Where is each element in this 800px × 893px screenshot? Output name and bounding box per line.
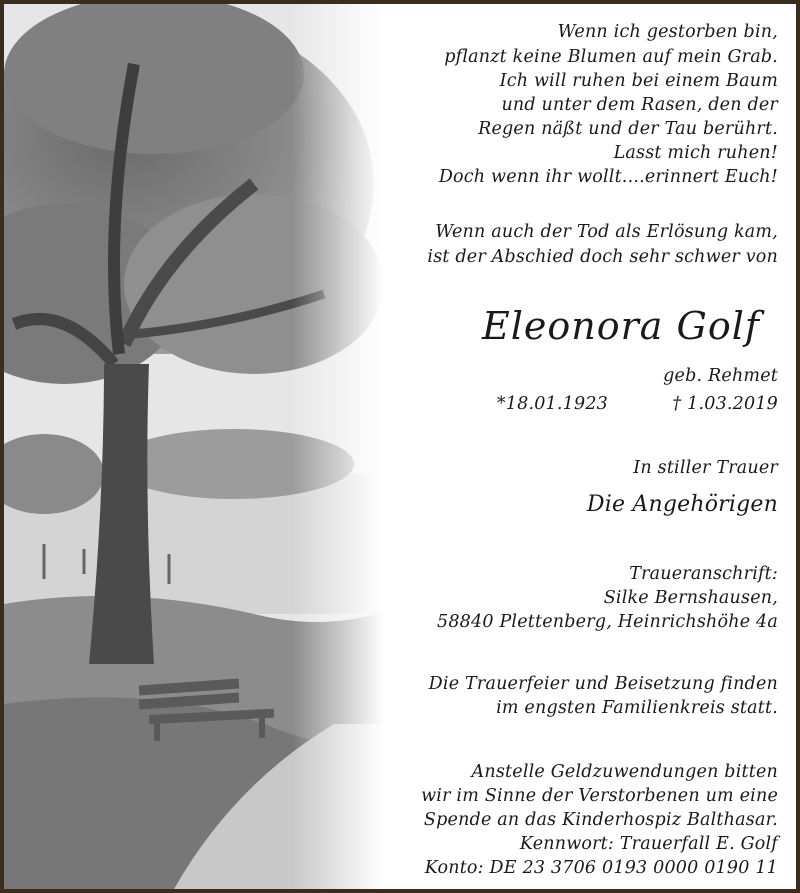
address-line: Traueranschrift: (629, 564, 778, 584)
donation-line: Kennwort: Trauerfall E. Golf (519, 834, 778, 854)
mourning-line: In stiller Trauer (633, 458, 778, 478)
address-line: 58840 Plettenberg, Heinrichshöhe 4a (437, 612, 778, 632)
poem-line: Regen näßt und der Tau berührt. (478, 119, 778, 139)
intro-line: ist der Abschied doch sehr schwer von (427, 247, 778, 267)
address-line: Silke Bernshausen, (603, 588, 778, 608)
poem-line: pflanzt keine Blumen auf mein Grab. (444, 47, 778, 67)
family-line: Die Angehörigen (586, 492, 778, 517)
donation-line: Anstelle Geldzuwendungen bitten (471, 762, 778, 782)
death-date: † 1.03.2019 (672, 394, 778, 414)
poem-line: Wenn ich gestorben bin, (557, 22, 778, 42)
birth-date: *18.01.1923 (496, 394, 608, 414)
poem-line: Ich will ruhen bei einem Baum (499, 71, 778, 91)
maiden-name: geb. Rehmet (663, 366, 778, 386)
donation-line: Spende an das Kinderhospiz Balthasar. (423, 810, 778, 830)
ceremony-line: im engsten Familienkreis statt. (496, 698, 778, 718)
poem-line: Lasst mich ruhen! (613, 143, 778, 163)
ceremony-line: Die Trauerfeier und Beisetzung finden (428, 674, 778, 694)
poem-line: und unter dem Rasen, den der (501, 95, 778, 115)
poem-line: Doch wenn ihr wollt....erinnert Euch! (438, 167, 778, 187)
donation-line: Konto: DE 23 3706 0193 0000 0190 11 (424, 858, 778, 878)
notice-text (338, 4, 778, 889)
deceased-name: Eleonora Golf (482, 304, 760, 348)
intro-line: Wenn auch der Tod als Erlösung kam, (435, 222, 778, 242)
donation-line: wir im Sinne der Verstorbenen um eine (421, 786, 778, 806)
